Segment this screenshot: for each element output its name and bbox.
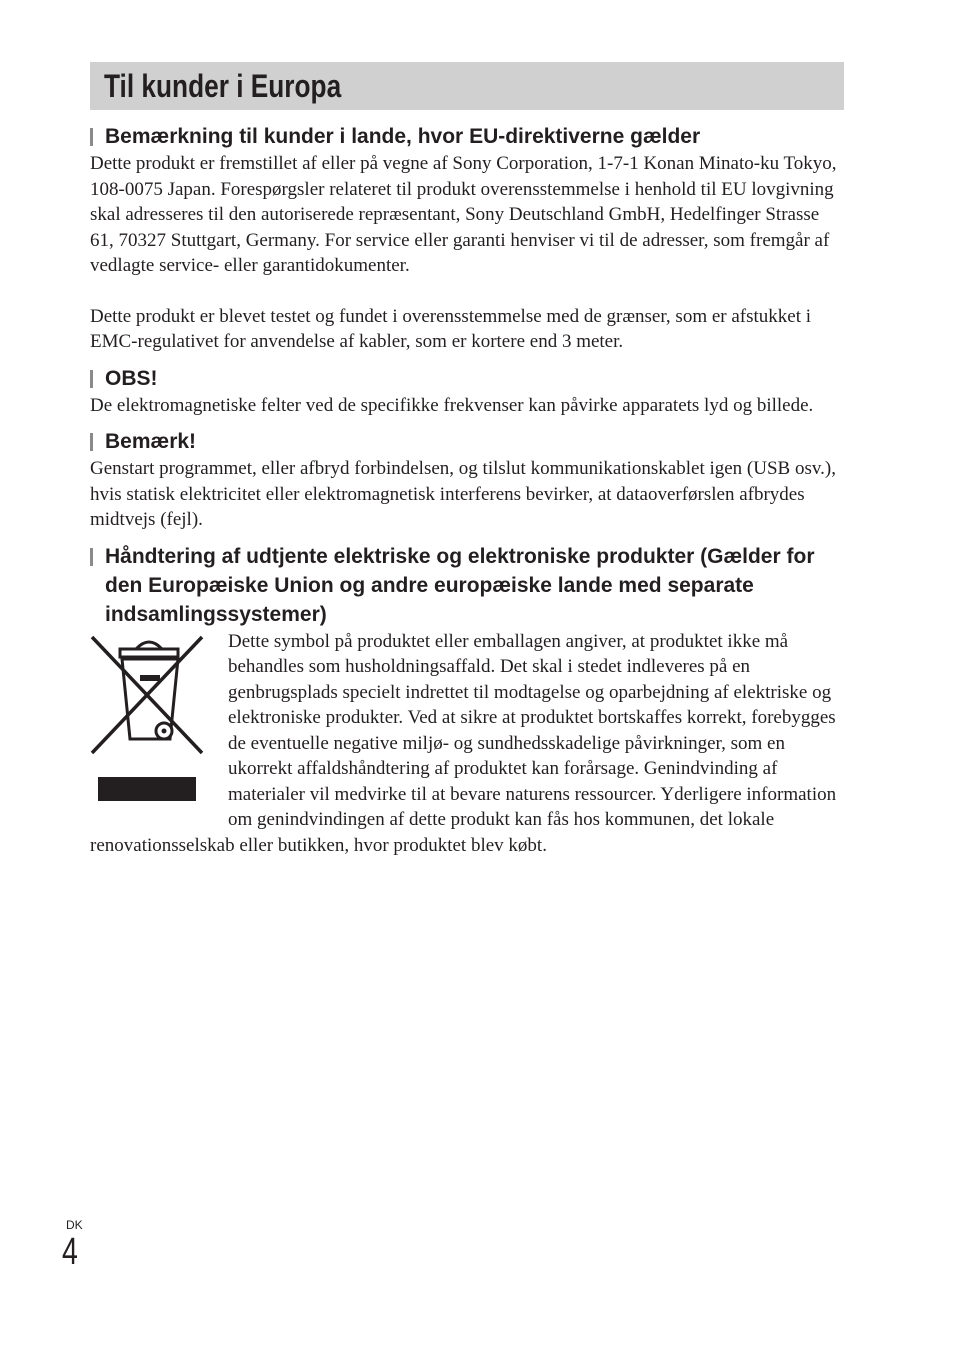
section-heading-text: Bemærkning til kunder i lande, hvor EU-direktiverne gælder xyxy=(105,125,701,148)
paragraph: De elektromagnetiske felter ved de specifikke frekvenser kan påvirke apparatets lyd og billede. xyxy=(90,394,814,416)
page-title: Til kunder i Europa xyxy=(104,68,342,104)
heading-marker xyxy=(90,433,93,451)
section-weee xyxy=(90,542,844,859)
section-heading xyxy=(90,364,844,393)
page-title-bar xyxy=(90,62,844,110)
section-obs xyxy=(90,364,844,419)
section-heading xyxy=(90,122,844,151)
section-heading-text: Håndtering af udtjente elektriske og elektroniske produkter (Gælder for den Europæiske Union og andre europæiske lande med separate indsamlingssystemer) xyxy=(105,544,815,626)
heading-marker xyxy=(90,370,93,388)
section-heading xyxy=(90,427,844,456)
heading-marker xyxy=(90,548,93,566)
language-code: DK xyxy=(66,1218,83,1232)
paragraph: Dette symbol på produktet eller emballagen angiver, at produktet ikke må behandles som husholdningsaffald. Det skal i stedet indleveres på en genbrugsplads specielt indrettet til modtagelse og oparbejdning af elektriske og elektroniske produkter. Ved at sikre at produktet bortskaffes korrekt, forebygges de eventuelle negative miljø- og sundhedsskadelige påvirkninger, som en ukorrekt affaldshåndtering af produktet kan forårsage. Genindvinding af materialer vil medvirke til at bevare naturens ressourcer. Yderligere information om genindvindingen af dette produkt kan fås hos kommunen, det lokale renovationsselskab eller butikken, hvor produktet blev købt. xyxy=(90,630,837,856)
heading-marker xyxy=(90,128,93,146)
section-eu-directives xyxy=(90,122,844,355)
section-heading xyxy=(90,542,844,629)
paragraph: Dette produkt er blevet testet og fundet i overensstemmelse med de grænser, som er afstukket i EMC-regulativet for anvendelse af kabler, som er kortere end 3 meter. xyxy=(90,305,812,352)
weee-block xyxy=(90,629,844,859)
section-heading-text: Bemærk! xyxy=(105,430,197,453)
paragraph: Dette produkt er fremstillet af eller på vegne af Sony Corporation, 1-7-1 Konan Minato-ku Tokyo, 108-0075 Japan. Forespørgsler relateret til produkt overensstemmelse i henhold til EU lovgivning skal adresseres til den autoriserede repræsentant, Sony Deutschland GmbH, Hedelfinger Strasse 61, 70327 Stuttgart, Germany. For service eller garanti henviser vi til de adresser, som fremgår af vedlagte service- eller garantidokumenter. xyxy=(90,153,837,276)
section-bemaerk xyxy=(90,427,844,533)
crossed-out-wheelie-bin-icon xyxy=(90,631,206,803)
page-number: 4 xyxy=(62,1231,78,1273)
document-body xyxy=(90,122,844,858)
section-heading-text: OBS! xyxy=(105,366,158,390)
paragraph: Genstart programmet, eller afbryd forbindelsen, og tilslut kommunikationskablet igen (USB osv.), hvis statisk elektricitet eller elektromagnetisk interferens bevirker, at dataoverførslen afbrydes midtvejs (fejl). xyxy=(90,458,836,530)
